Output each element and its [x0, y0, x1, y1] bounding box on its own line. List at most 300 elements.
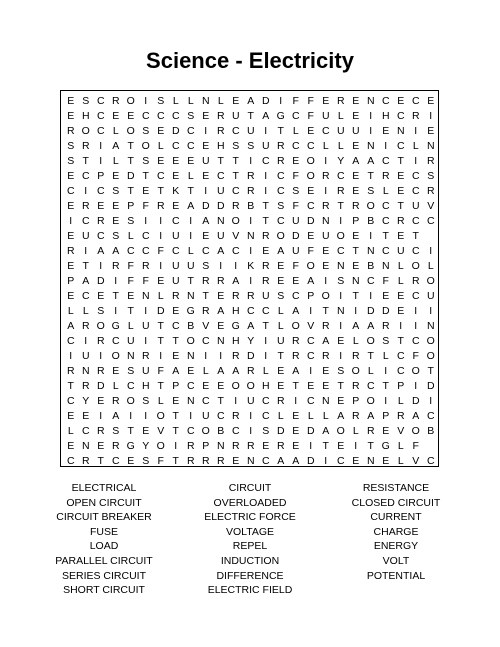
grid-letter: C	[96, 125, 105, 137]
grid-letter: C	[156, 170, 165, 182]
grid-letter: T	[262, 320, 269, 332]
grid-letter: T	[127, 425, 134, 437]
grid-row	[61, 94, 440, 110]
grid-letter: N	[336, 260, 345, 272]
grid-letter: T	[142, 170, 149, 182]
grid-letter: O	[276, 230, 285, 242]
grid-letter: R	[216, 110, 225, 122]
grid-letter: N	[426, 140, 435, 152]
grid-letter: S	[337, 275, 345, 287]
grid-letter: I	[369, 110, 373, 122]
grid-letter: R	[291, 350, 300, 362]
grid-letter: I	[324, 185, 328, 197]
grid-letter: K	[247, 260, 255, 272]
grid-letter: F	[157, 365, 164, 377]
grid-letter: E	[82, 410, 90, 422]
grid-letter: F	[142, 275, 149, 287]
grid-letter: N	[366, 245, 375, 257]
grid-letter: I	[69, 215, 73, 227]
grid-letter: R	[261, 230, 270, 242]
grid-letter: L	[307, 410, 314, 422]
grid-letter: E	[112, 170, 120, 182]
grid-letter: E	[112, 200, 120, 212]
grid-letter: H	[81, 110, 90, 122]
word-list-item: OVERLOADED	[213, 496, 287, 509]
grid-letter: I	[249, 245, 253, 257]
grid-letter: E	[337, 395, 345, 407]
grid-letter: P	[67, 275, 75, 287]
grid-letter: N	[201, 95, 210, 107]
grid-letter: R	[231, 440, 240, 452]
grid-letter: R	[231, 350, 240, 362]
grid-letter: E	[277, 260, 285, 272]
grid-letter: E	[262, 245, 270, 257]
grid-letter: A	[307, 275, 315, 287]
grid-letter: P	[127, 200, 135, 212]
grid-letter: A	[352, 155, 360, 167]
grid-letter: L	[367, 365, 374, 377]
grid-letter: E	[67, 290, 75, 302]
grid-letter: R	[396, 410, 405, 422]
grid-letter: L	[157, 140, 164, 152]
grid-letter: I	[159, 215, 163, 227]
grid-letter: T	[337, 380, 344, 392]
grid-letter: T	[187, 275, 194, 287]
grid-letter: G	[186, 305, 195, 317]
grid-letter: I	[249, 425, 253, 437]
grid-letter: C	[366, 380, 375, 392]
grid-letter: A	[112, 410, 120, 422]
letter-grid	[60, 90, 439, 467]
grid-row	[61, 319, 440, 335]
grid-letter: I	[294, 395, 298, 407]
grid-letter: I	[234, 395, 238, 407]
grid-letter: D	[411, 395, 420, 407]
grid-letter: S	[127, 215, 135, 227]
grid-letter: O	[156, 440, 165, 452]
grid-letter: E	[352, 260, 360, 272]
grid-letter: T	[322, 440, 329, 452]
grid-letter: H	[216, 140, 225, 152]
grid-letter: S	[82, 95, 90, 107]
grid-letter: I	[84, 185, 88, 197]
grid-letter: C	[186, 425, 195, 437]
grid-letter: A	[292, 455, 300, 467]
grid-letter: T	[367, 170, 374, 182]
grid-letter: I	[174, 440, 178, 452]
grid-row	[61, 124, 440, 140]
grid-letter: C	[66, 185, 75, 197]
grid-letter: T	[382, 230, 389, 242]
grid-letter: L	[412, 140, 419, 152]
grid-letter: C	[231, 425, 240, 437]
grid-row	[61, 289, 440, 305]
grid-letter: I	[99, 155, 103, 167]
grid-letter: I	[159, 350, 163, 362]
grid-letter: B	[217, 425, 225, 437]
grid-letter: I	[99, 350, 103, 362]
grid-letter: E	[142, 185, 150, 197]
grid-letter: T	[127, 185, 134, 197]
grid-letter: F	[412, 440, 419, 452]
grid-letter: G	[111, 320, 120, 332]
grid-letter: I	[204, 350, 208, 362]
grid-letter: P	[307, 290, 315, 302]
grid-letter: E	[112, 365, 120, 377]
grid-letter: I	[264, 185, 268, 197]
grid-letter: O	[306, 260, 315, 272]
grid-letter: C	[66, 335, 75, 347]
grid-letter: T	[382, 380, 389, 392]
grid-letter: C	[171, 215, 180, 227]
grid-letter: E	[397, 170, 405, 182]
grid-letter: L	[82, 305, 89, 317]
grid-letter: R	[351, 410, 360, 422]
grid-letter: R	[276, 395, 285, 407]
grid-letter: E	[142, 425, 150, 437]
grid-letter: U	[426, 290, 435, 302]
grid-letter: O	[426, 335, 435, 347]
grid-letter: C	[276, 185, 285, 197]
grid-letter: O	[426, 350, 435, 362]
grid-letter: D	[171, 125, 180, 137]
grid-letter: A	[172, 365, 180, 377]
grid-letter: H	[261, 380, 270, 392]
grid-letter: E	[97, 290, 105, 302]
grid-letter: R	[231, 410, 240, 422]
grid-letter: U	[246, 395, 255, 407]
grid-row	[61, 364, 440, 380]
grid-row	[61, 154, 440, 170]
grid-letter: N	[81, 365, 90, 377]
grid-letter: F	[292, 200, 299, 212]
grid-letter: S	[427, 170, 435, 182]
grid-letter: F	[307, 245, 314, 257]
grid-letter: C	[141, 230, 150, 242]
grid-letter: U	[81, 230, 90, 242]
grid-letter: A	[232, 275, 240, 287]
grid-letter: T	[397, 155, 404, 167]
grid-letter: E	[67, 200, 75, 212]
grid-letter: R	[81, 380, 90, 392]
grid-letter: I	[264, 335, 268, 347]
grid-letter: E	[262, 440, 270, 452]
grid-letter: U	[246, 125, 255, 137]
grid-letter: A	[337, 410, 345, 422]
grid-letter: D	[306, 215, 315, 227]
grid-letter: R	[216, 275, 225, 287]
grid-letter: C	[411, 245, 420, 257]
grid-letter: C	[96, 95, 105, 107]
word-list-item: REPEL	[232, 540, 268, 553]
grid-letter: G	[231, 320, 240, 332]
grid-row	[61, 439, 440, 455]
grid-letter: R	[201, 305, 210, 317]
grid-letter: E	[172, 200, 180, 212]
grid-letter: E	[157, 125, 165, 137]
grid-letter: I	[99, 260, 103, 272]
grid-letter: N	[351, 275, 360, 287]
grid-letter: C	[81, 170, 90, 182]
grid-letter: C	[111, 455, 120, 467]
grid-letter: T	[322, 305, 329, 317]
grid-letter: L	[427, 260, 434, 272]
grid-letter: D	[96, 275, 105, 287]
grid-letter: N	[396, 125, 405, 137]
grid-letter: F	[157, 455, 164, 467]
grid-letter: I	[369, 290, 373, 302]
grid-letter: R	[426, 155, 435, 167]
grid-letter: S	[112, 185, 120, 197]
grid-letter: E	[322, 95, 330, 107]
grid-letter: S	[292, 185, 300, 197]
grid-letter: U	[81, 350, 90, 362]
grid-letter: Y	[82, 395, 90, 407]
grid-letter: E	[172, 395, 180, 407]
grid-letter: R	[81, 320, 90, 332]
grid-letter: F	[307, 110, 314, 122]
grid-letter: E	[97, 395, 105, 407]
puzzle-title: Science - Electricity	[146, 48, 354, 73]
grid-row	[61, 304, 440, 320]
grid-letter: U	[141, 320, 150, 332]
grid-letter: E	[292, 275, 300, 287]
grid-letter: R	[201, 275, 210, 287]
grid-letter: U	[201, 155, 210, 167]
grid-letter: C	[336, 455, 345, 467]
grid-letter: C	[306, 395, 315, 407]
grid-letter: E	[307, 185, 315, 197]
grid-letter: O	[96, 320, 105, 332]
grid-letter: E	[67, 230, 75, 242]
grid-letter: L	[157, 395, 164, 407]
word-list-item: CURRENT	[370, 511, 422, 524]
grid-letter: I	[99, 410, 103, 422]
grid-letter: A	[292, 365, 300, 377]
grid-letter: E	[292, 425, 300, 437]
grid-letter: T	[367, 350, 374, 362]
grid-letter: C	[126, 245, 135, 257]
grid-letter: I	[204, 185, 208, 197]
word-list-item: OPEN CIRCUIT	[66, 496, 142, 509]
grid-letter: R	[351, 380, 360, 392]
grid-letter: H	[381, 110, 390, 122]
grid-letter: T	[397, 335, 404, 347]
grid-letter: N	[366, 95, 375, 107]
grid-letter: L	[277, 320, 284, 332]
grid-letter: R	[246, 170, 255, 182]
grid-letter: T	[172, 410, 179, 422]
grid-letter: D	[306, 455, 315, 467]
grid-letter: P	[382, 410, 390, 422]
grid-letter: I	[264, 170, 268, 182]
grid-letter: A	[82, 275, 90, 287]
grid-letter: U	[231, 110, 240, 122]
grid-letter: F	[127, 275, 134, 287]
grid-letter: N	[216, 215, 225, 227]
grid-letter: T	[172, 335, 179, 347]
grid-letter: C	[366, 275, 375, 287]
grid-letter: E	[217, 380, 225, 392]
grid-letter: R	[81, 200, 90, 212]
grid-letter: E	[292, 410, 300, 422]
grid-letter: I	[189, 230, 193, 242]
grid-letter: U	[261, 140, 270, 152]
grid-letter: C	[66, 395, 75, 407]
grid-letter: Y	[247, 335, 255, 347]
grid-letter: I	[324, 155, 328, 167]
grid-letter: T	[232, 155, 239, 167]
grid-letter: E	[397, 305, 405, 317]
grid-letter: I	[339, 290, 343, 302]
grid-letter: O	[366, 395, 375, 407]
grid-letter: I	[414, 305, 418, 317]
grid-letter: C	[171, 140, 180, 152]
grid-letter: B	[247, 200, 255, 212]
grid-letter: T	[157, 320, 164, 332]
grid-letter: E	[157, 275, 165, 287]
grid-letter: S	[277, 290, 285, 302]
grid-letter: R	[141, 260, 150, 272]
grid-letter: E	[307, 380, 315, 392]
grid-letter: U	[171, 275, 180, 287]
grid-letter: H	[141, 380, 150, 392]
grid-letter: D	[246, 350, 255, 362]
grid-letter: U	[351, 125, 360, 137]
grid-letter: D	[276, 425, 285, 437]
grid-letter: I	[264, 350, 268, 362]
grid-letter: V	[397, 425, 405, 437]
grid-letter: R	[201, 455, 210, 467]
grid-letter: N	[216, 440, 225, 452]
grid-letter: E	[67, 260, 75, 272]
grid-letter: N	[321, 395, 330, 407]
grid-letter: O	[411, 260, 420, 272]
grid-letter: O	[141, 140, 150, 152]
grid-letter: O	[351, 365, 360, 377]
grid-letter: O	[336, 425, 345, 437]
grid-letter: T	[157, 185, 164, 197]
grid-letter: E	[322, 380, 330, 392]
grid-letter: T	[82, 260, 89, 272]
grid-letter: L	[397, 455, 404, 467]
grid-letter: C	[411, 95, 420, 107]
grid-letter: E	[397, 95, 405, 107]
grid-letter: I	[114, 275, 118, 287]
grid-letter: E	[427, 95, 435, 107]
grid-letter: I	[369, 125, 373, 137]
grid-row	[61, 109, 440, 125]
grid-letter: R	[66, 125, 75, 137]
grid-letter: E	[217, 320, 225, 332]
grid-letter: N	[366, 455, 375, 467]
grid-letter: R	[276, 155, 285, 167]
grid-letter: T	[172, 425, 179, 437]
grid-letter: R	[261, 260, 270, 272]
grid-letter: L	[382, 350, 389, 362]
grid-letter: I	[144, 410, 148, 422]
grid-letter: D	[306, 425, 315, 437]
grid-letter: E	[307, 125, 315, 137]
grid-letter: S	[157, 95, 165, 107]
grid-letter: I	[414, 125, 418, 137]
grid-letter: R	[141, 350, 150, 362]
grid-letter: I	[249, 410, 253, 422]
grid-letter: L	[397, 275, 404, 287]
grid-letter: S	[127, 365, 135, 377]
grid-letter: A	[247, 95, 255, 107]
grid-letter: E	[202, 380, 210, 392]
grid-letter: L	[127, 320, 134, 332]
grid-row	[61, 409, 440, 425]
grid-letter: U	[291, 245, 300, 257]
grid-letter: L	[172, 95, 179, 107]
grid-letter: A	[187, 200, 195, 212]
grid-letter: C	[66, 455, 75, 467]
grid-letter: C	[411, 290, 420, 302]
grid-letter: U	[141, 365, 150, 377]
grid-letter: R	[366, 425, 375, 437]
grid-letter: V	[427, 200, 435, 212]
grid-letter: C	[321, 125, 330, 137]
grid-letter: C	[381, 95, 390, 107]
grid-letter: I	[84, 245, 88, 257]
grid-letter: E	[67, 95, 75, 107]
grid-letter: C	[231, 125, 240, 137]
grid-letter: T	[337, 200, 344, 212]
grid-letter: I	[249, 215, 253, 227]
grid-letter: I	[384, 395, 388, 407]
word-list-item: CHARGE	[373, 525, 419, 538]
grid-letter: S	[67, 140, 75, 152]
grid-letter: C	[201, 335, 210, 347]
grid-letter: L	[382, 185, 389, 197]
grid-letter: C	[411, 335, 420, 347]
grid-letter: A	[262, 110, 270, 122]
grid-letter: C	[276, 170, 285, 182]
word-list-item: VOLT	[382, 555, 410, 567]
grid-letter: R	[66, 245, 75, 257]
grid-letter: D	[126, 170, 135, 182]
grid-letter: R	[186, 455, 195, 467]
word-list-item: ENERGY	[373, 540, 419, 553]
grid-letter: C	[261, 455, 270, 467]
grid-letter: R	[231, 290, 240, 302]
grid-letter: T	[157, 380, 164, 392]
grid-letter: A	[322, 425, 330, 437]
word-list-item: ELECTRIC FORCE	[204, 511, 296, 524]
grid-letter: E	[202, 230, 210, 242]
grid-letter: U	[321, 110, 330, 122]
grid-letter: R	[111, 440, 120, 452]
grid-letter: L	[202, 365, 209, 377]
grid-letter: E	[127, 290, 135, 302]
grid-letter: E	[322, 260, 330, 272]
grid-letter: U	[291, 215, 300, 227]
grid-letter: O	[366, 200, 375, 212]
grid-letter: R	[276, 440, 285, 452]
grid-letter: I	[309, 305, 313, 317]
grid-letter: O	[411, 425, 420, 437]
grid-letter: I	[339, 350, 343, 362]
grid-letter: P	[97, 170, 105, 182]
grid-letter: R	[111, 260, 120, 272]
grid-letter: E	[292, 155, 300, 167]
grid-letter: N	[336, 305, 345, 317]
grid-letter: L	[337, 110, 344, 122]
grid-letter: C	[291, 290, 300, 302]
grid-row	[61, 424, 440, 440]
